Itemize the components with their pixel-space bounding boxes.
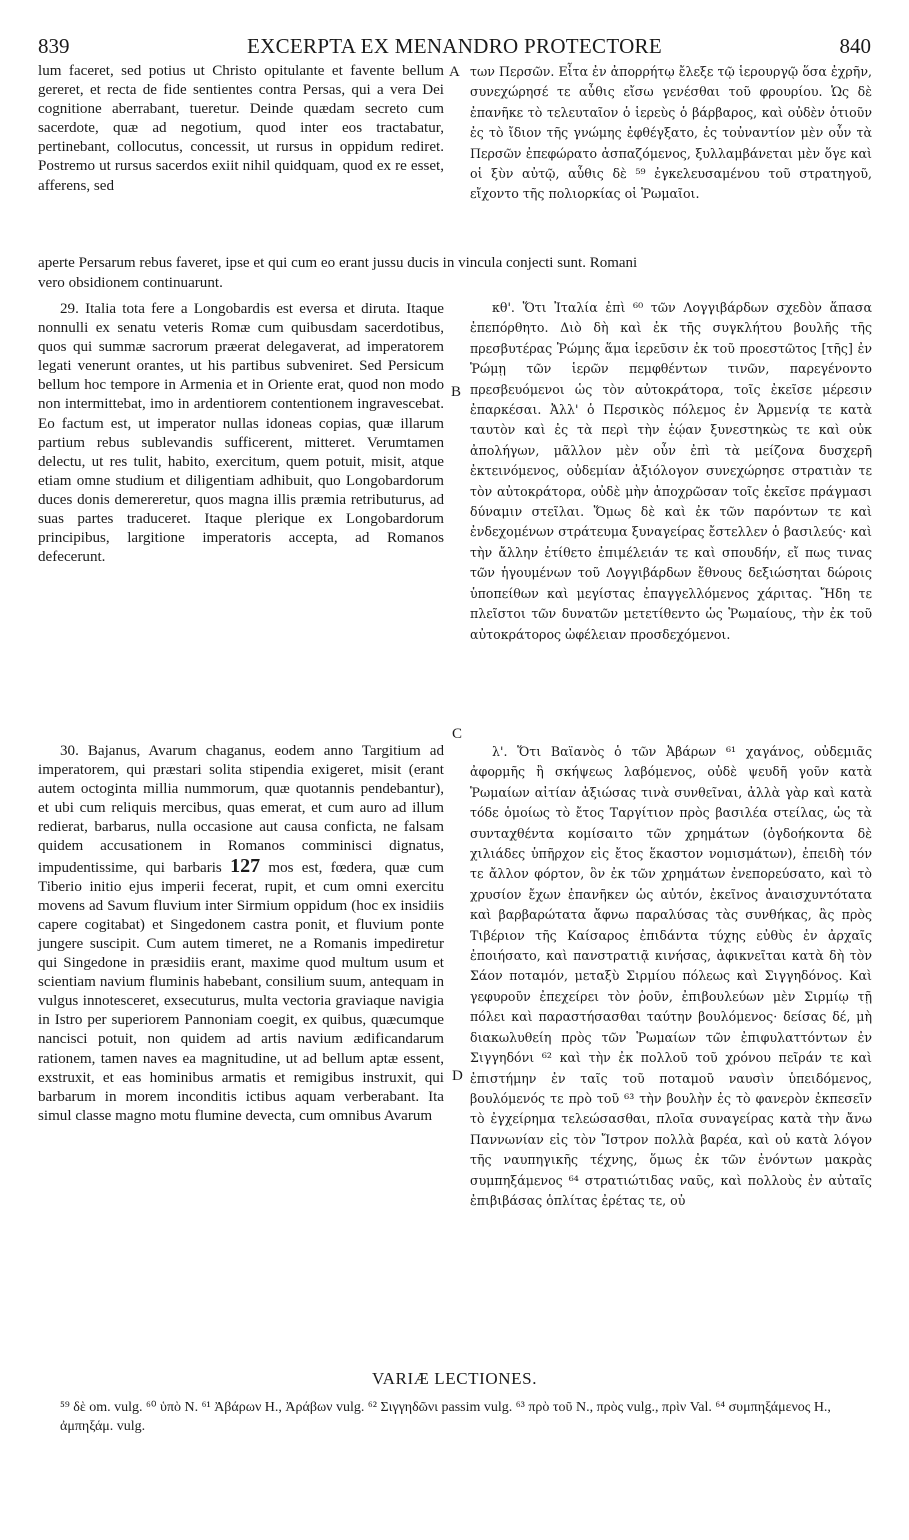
page-number-left: 839 xyxy=(38,34,70,58)
latin-paragraph-30 xyxy=(38,742,444,1126)
latin-paragraph-1-text: lum faceret, sed potius ut Christo opitulante et favente bellum gereret, et recta de fide sentientes contra Persas, qui a vera Dei cognitione aberrabant, tueretur. Deinde quædam secreto cum sacerdote, quæ ad negotium, quod inter eos tractabatur, pertinebant, collocutus, concessit, ut rursus in oppidum rediret. Postremo ut rursus sacerdos exiit nihil quidquam, quod ex re esset, afferens, sed xyxy=(38,63,444,194)
latin-paragraph-30-text-a: 30. Bajanus, Avarum chaganus, eodem anno Targitium ad imperatorem, qui præstari solita stipendia exigeret, misit (erant autem octoginta millia nummorum, quæ quotannis pendebantur), et ubi cum reliquis mercibus, quas emerat, et cum auro ad illum redierat, barbarus, nulla occasione aut causa conficta, ne falsam quidem accusationem in Romanos comminisci dignatus, impudentissime, qui barbaris xyxy=(38,743,444,876)
variae-lectiones-notes xyxy=(60,1398,886,1436)
page-title: EXCERPTA EX MENANDRO PROTECTORE xyxy=(246,34,662,58)
greek-paragraph-30 xyxy=(470,742,872,1211)
latin-paragraph-29-text: 29. Italia tota fere a Longobardis est eversa et diruta. Itaque nonnulli ex senatu veteris Romæ cum quibusdam sacerdotibus, quos qui summæ sacrorum præerat delegaverat, ad imperatorem legati venerunt orantes, ut his partibus subveniret. Sed Persicum bellum hoc tempore in Armenia et in Oriente erat, quod non modo non intermittebat, imo in ardentiorem contentionem ingravescebat. Eo factum est, ut imperator nullas idoneas copias, quæ illarum partium rebus sublevandis sufficerent, mitteret. Verumtamen delectu, ut res tulit, habito, exercitum, quem potuit, misit, atque etiam omne studium et diligentiam adhibuit, quo Longobardorum duces donis demereretur, quos magna illis præmia retributurus, ad suas partes traduceret. Itaque plerique ex Longobardorum principibus, largitione imperatoris accepta, ad Romanos defecerunt. xyxy=(38,301,444,566)
greek-paragraph-1 xyxy=(470,62,872,205)
latin-paragraph-1-end-text: vero obsidionem continuarunt. xyxy=(38,275,223,291)
greek-paragraph-1-text: των Περσῶν. Εἶτα ἐν ἀπορρήτῳ ἔλεξε τῷ ἱερουργῷ ὅσα ἐχρῆν, συνεχώρησέ τε αὖθις εἴσω γενέσθαι τοῦ φρουρίου. Ὡς δὲ ἐπανῆκε τὸ τελευταῖον ὁ ἱερεὺς ὁ βάρβαρος, καὶ οὐδὲν ὁτιοῦν ἐς τὸ ἴδιον τῆς γνώμης ἐφθέγξατο, ἐς τοὐναντίον μὲν οὖν τὰ Περσῶν ἐπεφώρατο ἀσπαζόμενος, ξυλλαμβάνεται μὲν ὅγε καὶ οἱ ξὺν αὐτῷ, αὖθις δὲ ⁵⁹ ἐγκελευσαμένου τοῦ στρατηγοῦ, εἴχοντο τῆς πολιορκίας οἱ Ῥωμαῖοι. xyxy=(470,64,872,202)
running-header xyxy=(38,34,871,60)
latin-paragraph-1-end xyxy=(38,274,444,293)
variae-lectiones-title: VARIÆ LECTIONES. xyxy=(371,1369,538,1388)
margin-letter-c: C xyxy=(452,726,463,742)
greek-paragraph-30-text: λ'. Ὅτι Βαϊανὸς ὁ τῶν Ἀβάρων ⁶¹ χαγάνος, οὐδεμιᾶς ἀφορμῆς ἢ σκήψεως λαβόμενος, οὐδὲ ψευδῆ γοῦν κατὰ Ῥωμαίων αἰτίαν ἀξιώσας τινὰ συνθεῖναι, ἀλλὰ γὰρ καὶ κατὰ τόδε ὁμοίως τὸ ἔτος Ταργίτιον πρὸς βασιλέα στείλας, ὡς τὰ συνταχθέντα κομίσαιτο τῶν χρημάτων (ὀγδοήκοντα δὲ χιλιάδες ὑπῆρχον εἰς ἔτος ἕκαστον νομισμάτων), ἐπειδὴ τόν τε ἄλλον φόρτον, ὃν ἐκ τῶν χρημάτων ἐνεπορεύσατο, καὶ τὸ χρυσίον ἔχων ἐπανῆκεν ὡς αὐτόν, ἐκεῖνος ἀναισχυντότατα καὶ βαρβαρώτατα ἄφνω παραλύσας τὰς συνθήκας, ἃς πρὸς Τιβέριον τῆς Καίσαρος ἐπιδάντα τύχης εὐθὺς ἐν ἀρχαῖς ἐποιήσατο, καὶ πανστρατιᾷ κινήσας, ἀφικνεῖται κατὰ δὴ τὸν Σάον ποταμόν, μεταξὺ Σιρμίου πόλεως καὶ Σιγγηδόνος. Καὶ γεφυροῦν ἐπεχείρει τὸν ῥοῦν, ἐπιβουλεύων μὲν Σιρμίῳ τῇ πόλει καὶ παραστήσασθαι ταύτην βουλόμενος· δείσας δέ, μὴ διακωλυθείη πρὸς τῶν Ῥωμαίων τῶν ἐπιφυλαττόντων ἐν Σιγγηδόνι ⁶² καὶ τὴν ἐκ πολλοῦ τοῦ χρόνου πεῖράν τε καὶ ἐπιστήμην ἐν ταῖς τοῦ ποταμοῦ ναυσὶν ὑπειδόμενος, βουλόμενός τε πρὸ τοῦ ⁶³ τὴν βουλὴν ἐς τὸ φανερὸν ἐκπεσεῖν τὸ ἐγχείρημα τελεώσασθαι, πλοῖα συναγείρας κατὰ τὴν ἄνω Παννωνίαν εἰς τὸν Ἴστρον πολλὰ βαρέα, καὶ οὐ κατὰ λόγον τῆς ναυπηγικῆς τέχνης, ὅμως ἐκ τῶν ἐνόντων μακρὰς συμπηξάμενος ⁶⁴ στρατιώτιδας ναῦς, καὶ πολλοὺς ἐν αὐταῖς ἐπιβιβάσας ὁπλίτας ἐρέτας τε, οὐ xyxy=(470,744,872,1208)
latin-fullwidth-line xyxy=(38,254,872,273)
variae-lectiones-text: ⁵⁹ δὲ om. vulg. ⁶⁰ ὑπὸ N. ⁶¹ Ἀβάρων H., Ἀράβων vulg. ⁶² Σιγγηδῶνι passim vulg. ⁶³ πρὸ τοῦ N., πρὸς vulg., πρὶν Val. ⁶⁴ συμπηξάμενος H., ἀμπηξάμ. vulg. xyxy=(60,1400,831,1434)
margin-letter-d: D xyxy=(452,1068,463,1084)
margin-letter-b: B xyxy=(451,384,462,400)
latin-inline-continuation: erant jussu ducis in vincula conjecti sunt. Romani xyxy=(338,255,638,271)
latin-paragraph-29 xyxy=(38,300,444,567)
latin-fullwidth-line-text: aperte Persarum rebus faveret, ipse et qui cum eo xyxy=(38,255,336,271)
greek-paragraph-29 xyxy=(470,298,872,645)
margin-letter-a: A xyxy=(449,64,460,80)
greek-paragraph-29-text: κθ'. Ὅτι Ἰταλία ἐπὶ ⁶⁰ τῶν Λογγιβάρδων σχεδὸν ἅπασα ἐπεπόρθητο. Διὸ δὴ καὶ ἐκ τῆς συγκλήτου βουλῆς τῆς πρεσβυτέρας Ῥώμης ἅμα ἱερεῦσιν ἐκ τοῦ προεστῶτος [τῆς] ἐν Ῥώμῃ τῶν ἱερῶν πεμφθέντων τινῶν, παρεγένοντο πρεσβευόμενοι ὡς τὸν αὐτοκράτορα, τοῖς ἐκεῖσε μέρεσιν ἐπαρκέσαι. Ἀλλ' ὁ Περσικὸς πόλεμος ἐν Ἀρμενίᾳ τε κατὰ ταυτὸν καὶ ἐς τὰ περὶ τὴν ἑῴαν ξυνεστηκὼς τε καὶ οὐκ ἀπολήγων, μᾶλλον μὲν οὖν ἐπὶ τὰ μείζονα δυσχερῆ ἐκτεινόμενος, οὐδεμίαν ἀξιόλογον συνεχώρησε στρατιὰν τε τὸν αὐτοκράτορα, οὐδὲ μὴν ἀποχρῶσαν τοῖς ἐκεῖσε πράγμασι δύναμιν στεῖλαι. Ὅμως δὲ καὶ ἐκ τῶν παρόντων τε καὶ ἐνδεχομένων στράτευμα ξυναγείρας ἔστελλεν ὁ βασιλεύς· καὶ τὴν ἄλλην ἐτίθετο ἐπιμέλειάν τε καὶ σπουδήν, εἴ πως τινας τῶν ἡγουμένων τοῦ Λογγιβάρδων ἔθνους δεξιώσηται δώροις ὑποπείθων καὶ μεγίστας ἐπαγγελλόμενος χάριτας. Ἤδη τε πλεῖστοι τῶν δυνατῶν μετετίθεντο ὡς Ῥωμαίους, τὴν ἐκ τοῦ αὐτοκράτορος ὠφέλειαν προσδεχόμενοι. xyxy=(470,300,872,642)
latin-paragraph-1 xyxy=(38,62,444,196)
folio-number: 127 xyxy=(230,854,261,877)
latin-paragraph-30-text-b: mos est, fœdera, quæ cum Tiberio initio ejus imperii fecerat, rupit, et cum omni exercitu movens ad Savum fluvium inter Sirmium oppidum (hoc ex insidiis capere cogitabat) et Singedonem castra ponit, et fluvium ponte jungere suscipit. Cum autem timeret, ne a Romanis impediretur qui Singedone in præsidiis erant, maxime quod multum usum et scientiam navium fluminis habebant, consilium suum, antequam in vulgus innotesceret, exsecuturus, multa vectoria graviaque navigia in Istro per superiorem Pannoniam coegit, ex quibus, quæcumque nancisci potuit, non quidem ad artis navium ædificandarum rationem, tamen naves ea magnitudine, ut ad bellum aptæ essent, exstruxit, et eas hominibus armatis et remigibus instruxit, qui barbarum in morem inconditis ictibus aquam verberabant. Ita simul classe magno motu flumine devecta, cum omnibus Avarum xyxy=(38,859,444,1124)
page-number-right: 840 xyxy=(839,34,871,58)
